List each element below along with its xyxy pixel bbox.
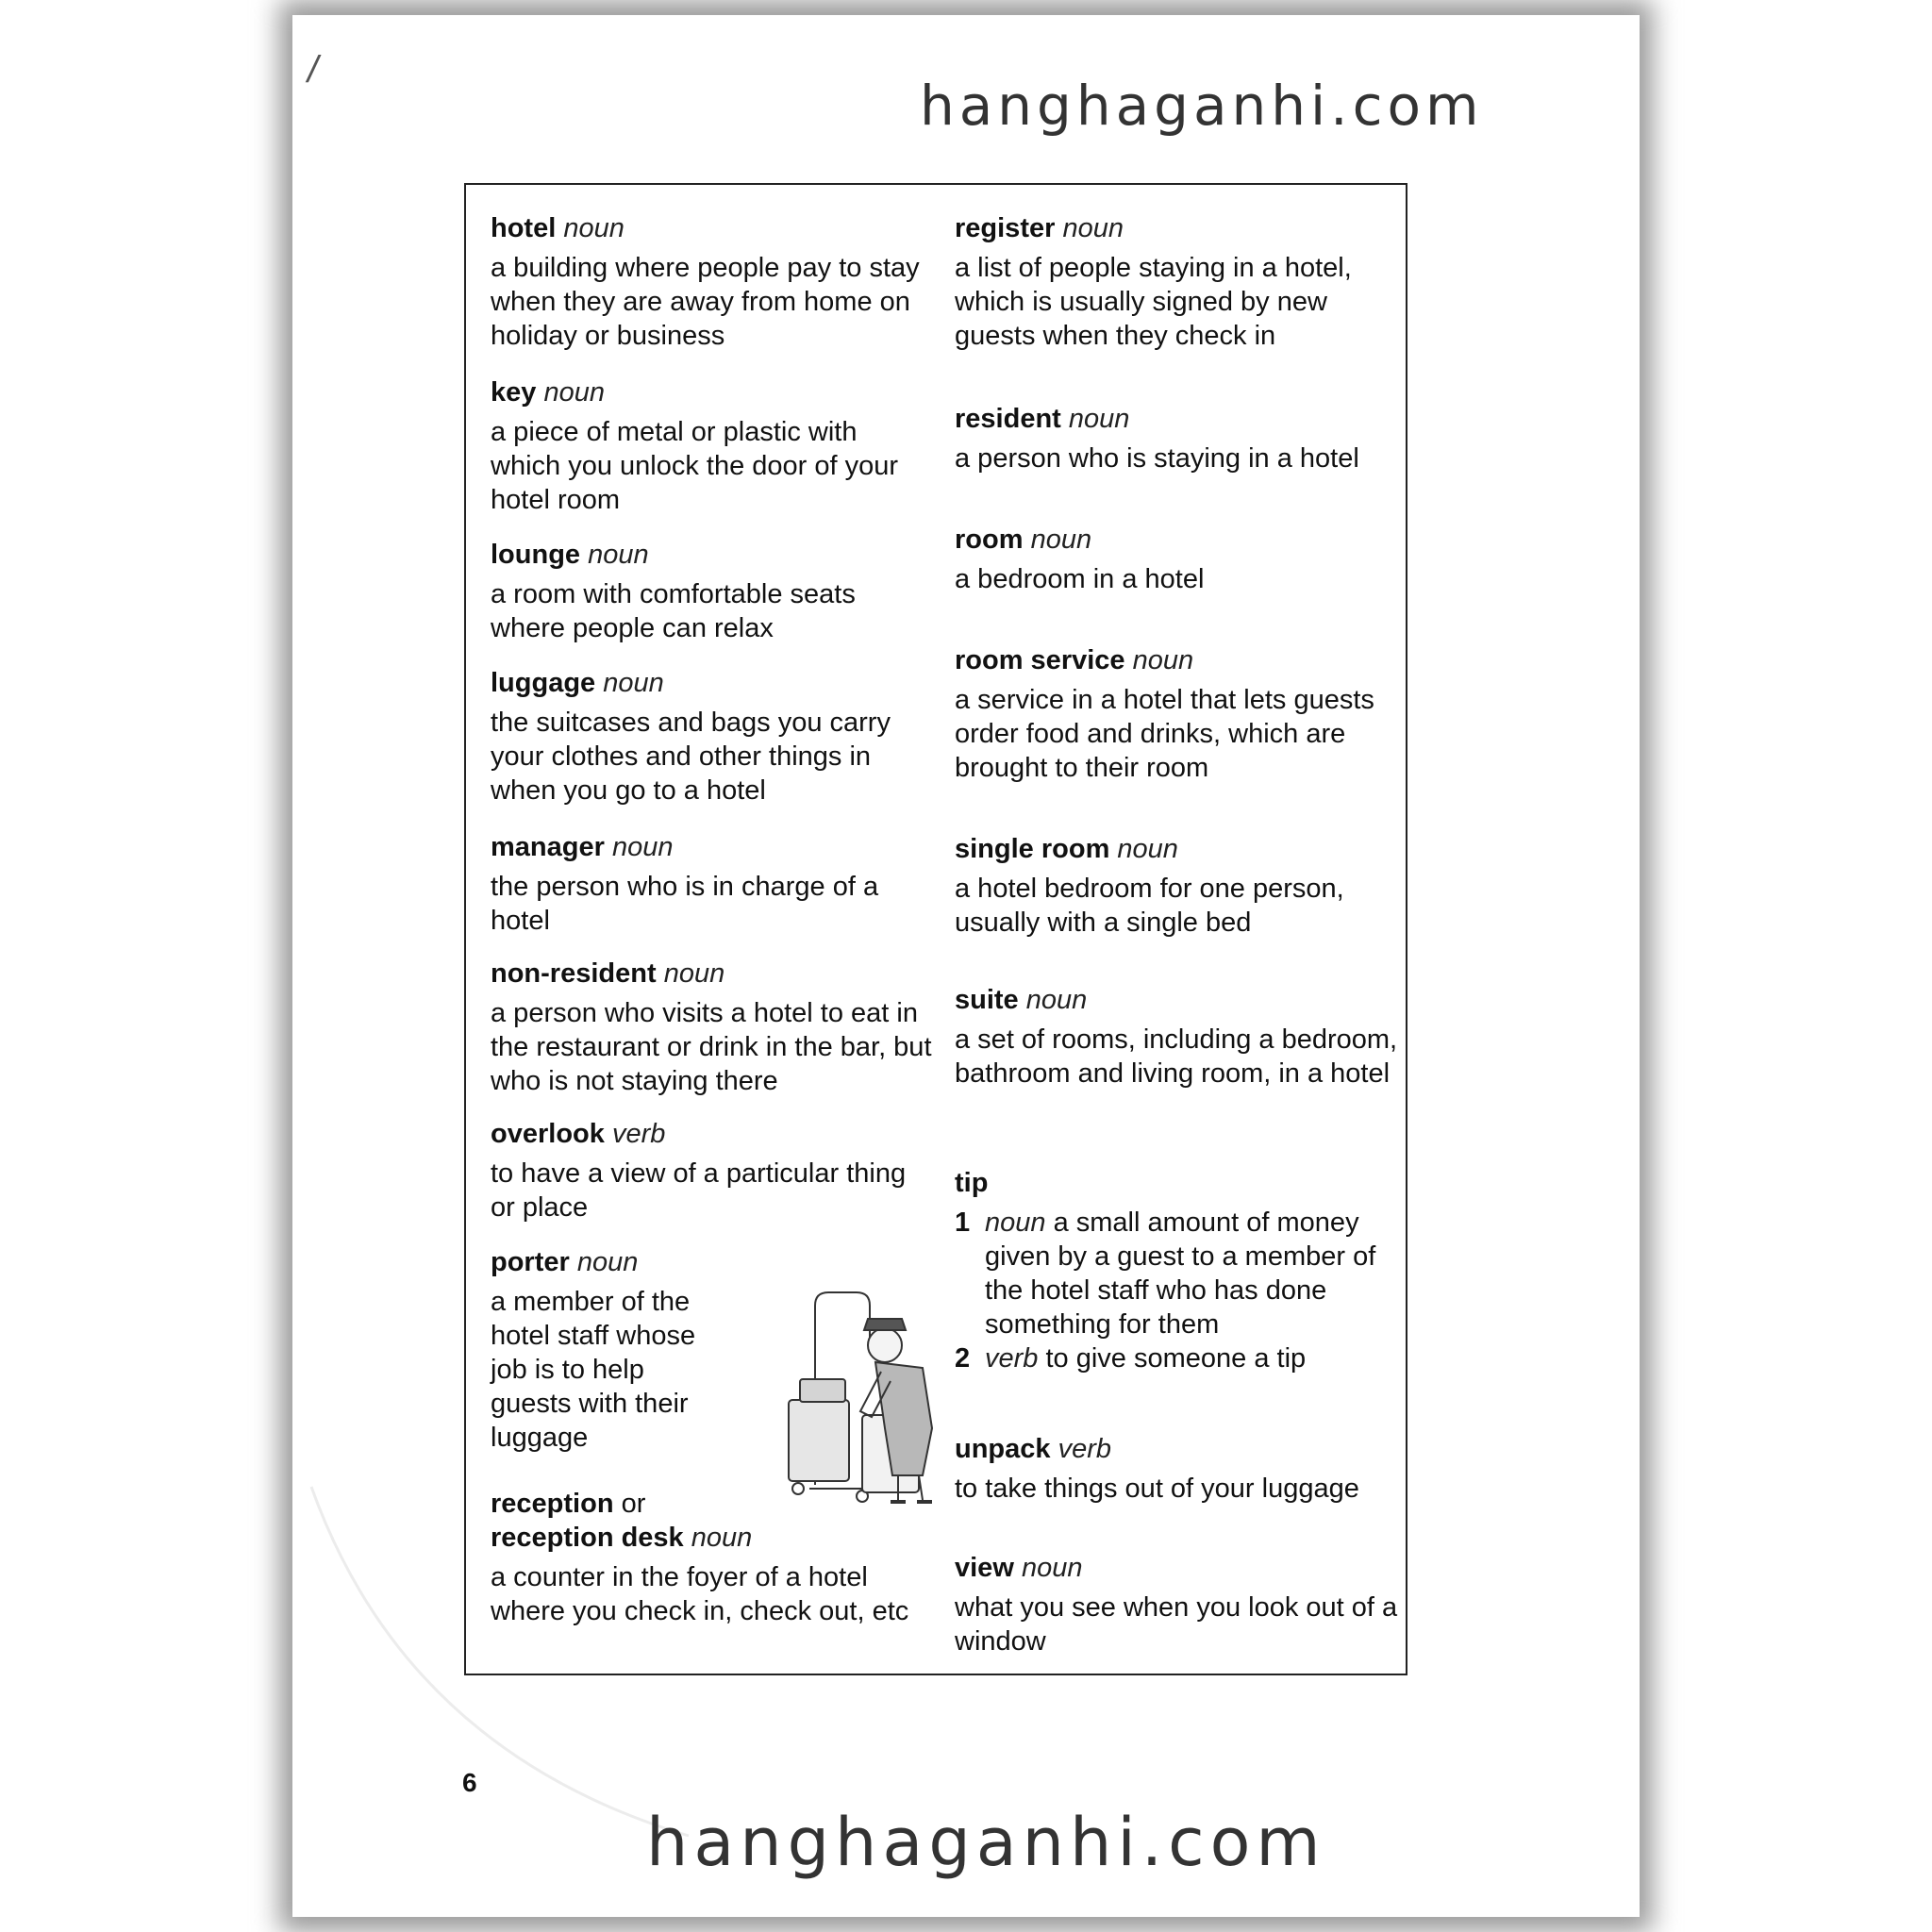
headword: room <box>955 525 1024 555</box>
entry-head <box>491 1245 934 1279</box>
entry-head <box>955 1551 1398 1585</box>
glossary-box <box>464 183 1407 1675</box>
headword: suite <box>955 985 1019 1015</box>
headword: luggage <box>491 668 596 698</box>
headword-connector: or <box>621 1489 646 1519</box>
entry-manager <box>491 830 934 938</box>
entry-hotel <box>491 211 934 353</box>
entry-non-resident <box>491 957 934 1098</box>
definition: a list of people staying in a hotel, which is usually signed by new guests when they check in <box>955 253 1352 351</box>
headword: single room <box>955 834 1110 864</box>
entry-head <box>491 1487 934 1521</box>
headword: key <box>491 377 537 408</box>
entry-head <box>955 643 1398 677</box>
part-of-speech: noun <box>1030 525 1092 555</box>
part-of-speech: verb <box>1058 1434 1112 1464</box>
headword: view <box>955 1553 1014 1583</box>
sense-text: a small amount of money given by a guest to a member of the hotel staff who has done something for them <box>985 1208 1376 1340</box>
part-of-speech: noun <box>1021 1553 1083 1583</box>
part-of-speech: noun <box>588 540 649 570</box>
part-of-speech: verb <box>611 1119 666 1149</box>
sense-list <box>955 1206 1398 1375</box>
book-page <box>292 15 1640 1917</box>
entry-head <box>955 523 1398 557</box>
part-of-speech: noun <box>1062 213 1124 243</box>
definition: a person who is staying in a hotel <box>955 443 1359 474</box>
part-of-speech: noun <box>1132 645 1194 675</box>
part-of-speech: noun <box>1025 985 1088 1015</box>
definition: a room with comfortable seats where people can relax <box>491 579 856 643</box>
headword: lounge <box>491 540 581 570</box>
part-of-speech: noun <box>663 958 725 989</box>
entry-single-room <box>955 832 1398 940</box>
entry-head <box>491 830 934 864</box>
part-of-speech: noun <box>543 377 605 408</box>
definition: to take things out of your luggage <box>955 1474 1359 1504</box>
entry-head <box>491 1117 934 1151</box>
entry-luggage <box>491 666 934 808</box>
headword: porter <box>491 1247 570 1277</box>
sense-number: 1 <box>955 1208 971 1238</box>
entry-view <box>955 1551 1398 1658</box>
headword: unpack <box>955 1434 1051 1464</box>
part-of-speech: noun <box>1117 834 1178 864</box>
definition: to have a view of a particular thing or place <box>491 1158 907 1223</box>
entry-head <box>491 538 934 572</box>
definition: a piece of metal or plastic with which you unlock the door of your hotel room <box>491 417 899 515</box>
headword: room service <box>955 645 1125 675</box>
entry-head-alt <box>491 1521 934 1555</box>
part-of-speech: noun <box>576 1247 639 1277</box>
definition: a building where people pay to stay when they are away from home on holiday or business <box>491 253 920 351</box>
corner-mark: / <box>308 49 319 91</box>
definition: a member of the hotel staff whose job is to help guests with their luggage <box>491 1287 696 1453</box>
part-of-speech: noun <box>1068 404 1130 434</box>
entry-head <box>491 375 934 409</box>
definition: a person who visits a hotel to eat in the restaurant or drink in the bar, but who is not staying there <box>491 998 932 1096</box>
headword: register <box>955 213 1056 243</box>
entry-head <box>955 402 1398 436</box>
definition: a counter in the foyer of a hotel where you check in, check out, etc <box>491 1562 909 1626</box>
entry-reception <box>491 1487 934 1628</box>
entry-head <box>955 983 1398 1017</box>
definition: a hotel bedroom for one person, usually with a single bed <box>955 874 1344 938</box>
sense-1 <box>955 1206 1398 1341</box>
entry-room <box>955 523 1398 596</box>
entry-unpack <box>955 1432 1398 1506</box>
sense-2 <box>955 1341 1398 1375</box>
definition: a service in a hotel that lets guests order food and drinks, which are brought to their room <box>955 685 1374 783</box>
entry-tip <box>955 1166 1398 1375</box>
entry-suite <box>955 983 1398 1091</box>
headword: tip <box>955 1168 989 1198</box>
headword-alt: reception desk <box>491 1523 684 1553</box>
headword: overlook <box>491 1119 605 1149</box>
definition: the suitcases and bags you carry your clothes and other things in when you go to a hotel <box>491 708 891 806</box>
part-of-speech: verb <box>985 1343 1039 1374</box>
part-of-speech: noun <box>563 213 625 243</box>
entry-lounge <box>491 538 934 645</box>
headword: resident <box>955 404 1061 434</box>
porter-with-luggage-illustration <box>781 1287 960 1504</box>
part-of-speech: noun <box>611 832 674 862</box>
headword: non-resident <box>491 958 657 989</box>
entry-key <box>491 375 934 517</box>
sense-number: 2 <box>955 1343 971 1374</box>
entry-head <box>955 832 1398 866</box>
definition: a bedroom in a hotel <box>955 564 1205 594</box>
entry-overlook <box>491 1117 934 1224</box>
entry-head <box>491 957 934 991</box>
headword: reception <box>491 1489 614 1519</box>
watermark-top: hanghaganhi.com <box>920 74 1484 138</box>
sense-text: to give someone a tip <box>1045 1343 1307 1374</box>
part-of-speech: noun <box>603 668 664 698</box>
definition: what you see when you look out of a window <box>955 1592 1398 1657</box>
entry-head <box>491 666 934 700</box>
headword: manager <box>491 832 605 862</box>
entry-resident <box>955 402 1398 475</box>
part-of-speech: noun <box>985 1208 1046 1238</box>
entry-room-service <box>955 643 1398 785</box>
entry-head <box>955 1432 1398 1466</box>
entry-head <box>955 1166 1398 1200</box>
page-number: 6 <box>462 1768 477 1797</box>
headword: hotel <box>491 213 557 243</box>
entry-head <box>955 211 1398 245</box>
watermark-bottom: hanghaganhi.com <box>646 1804 1326 1881</box>
part-of-speech: noun <box>691 1523 753 1553</box>
definition: the person who is in charge of a hotel <box>491 872 879 936</box>
entry-register <box>955 211 1398 353</box>
definition: a set of rooms, including a bedroom, bathroom and living room, in a hotel <box>955 1024 1398 1089</box>
entry-head <box>491 211 934 245</box>
